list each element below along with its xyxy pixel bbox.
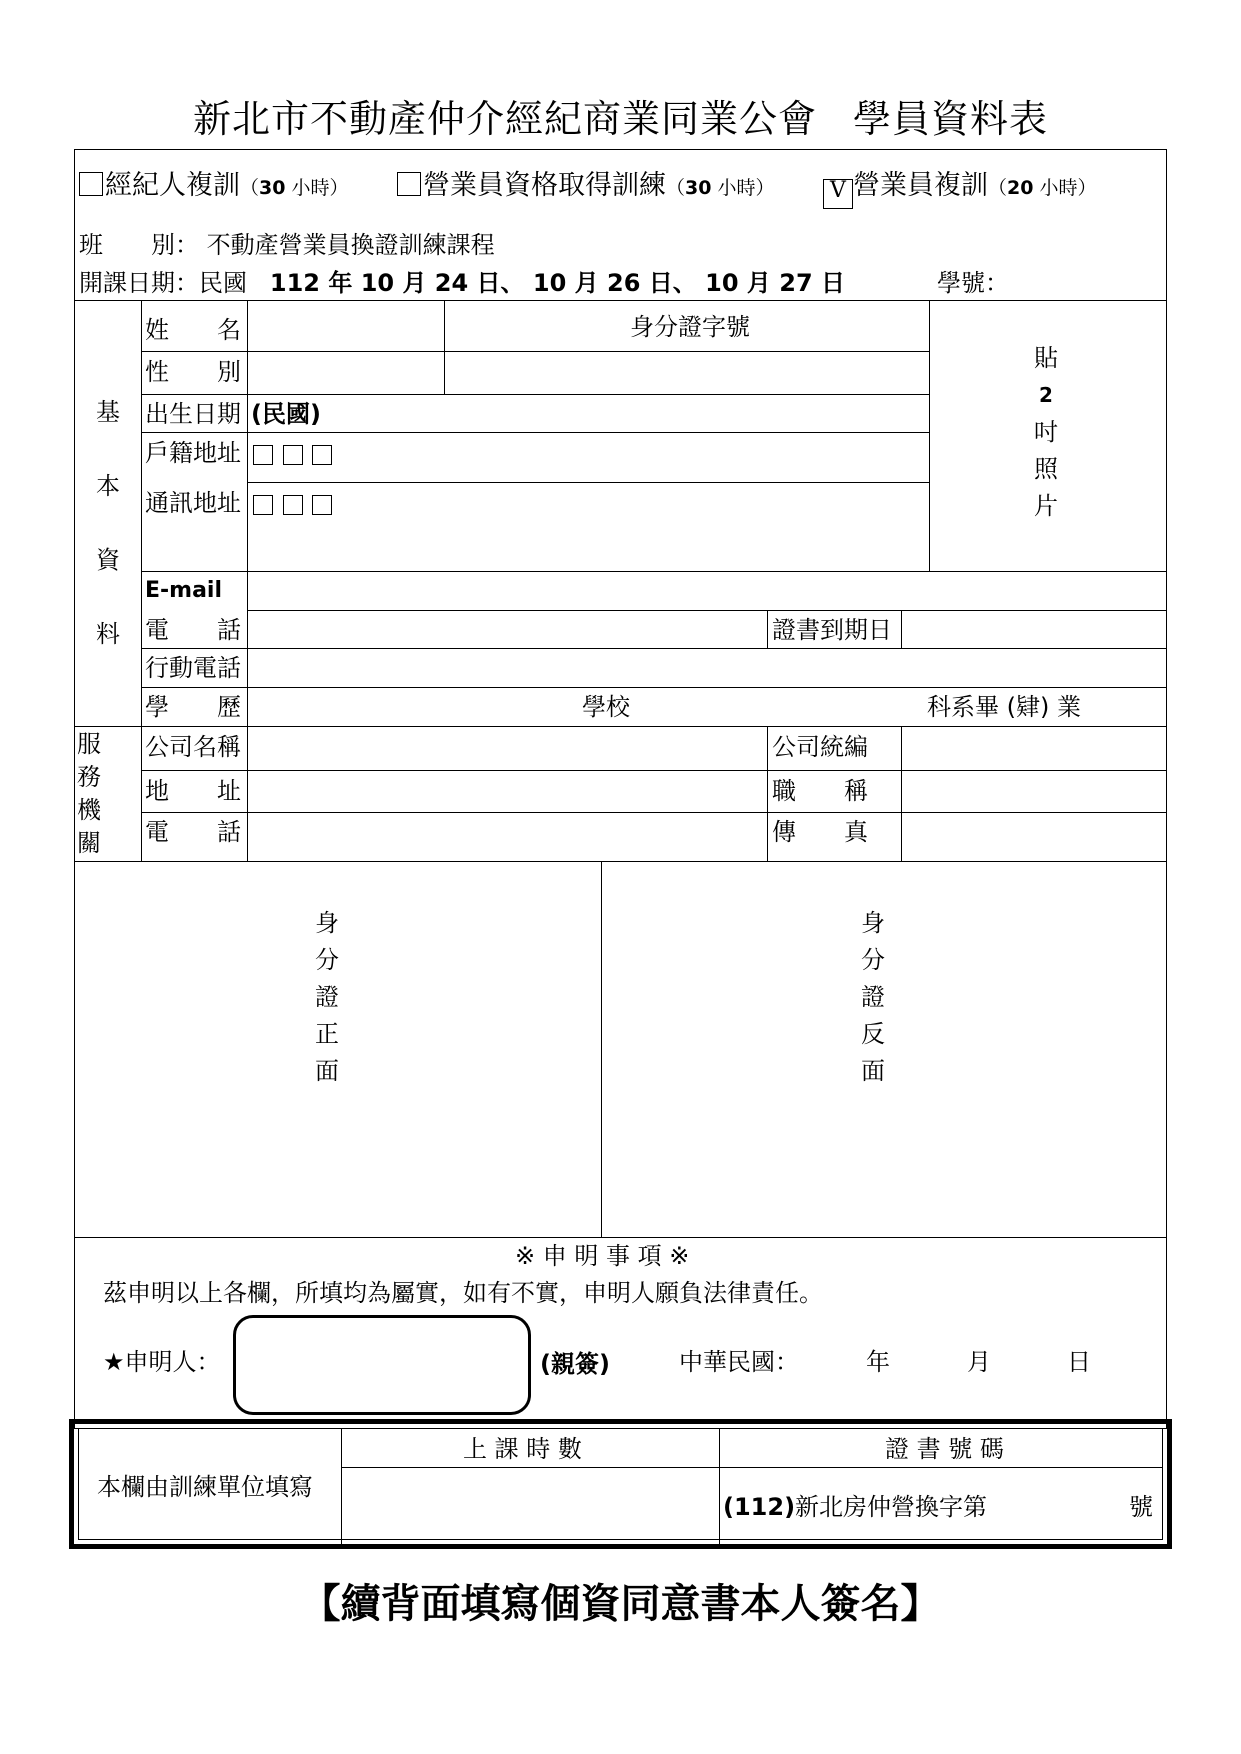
- gender-label: 性 別: [145, 358, 241, 386]
- declaration-heading: ※ 申 明 事 項 ※: [515, 1242, 690, 1270]
- id-number-label: 身分證字號: [630, 313, 750, 341]
- name-field[interactable]: [249, 302, 442, 349]
- hours-field[interactable]: [343, 1469, 717, 1544]
- fax-label: 傳 真: [772, 818, 868, 846]
- service-section-label: 服 務 機 關: [77, 730, 101, 857]
- signature-box[interactable]: [233, 1315, 531, 1415]
- job-title-label: 職 稱: [772, 777, 868, 805]
- form-table: [74, 149, 1167, 1429]
- school-label: 學校: [582, 693, 630, 721]
- mail-address-label: 通訊地址: [145, 489, 241, 517]
- date-row: 開課日期：民國 112 年 10 月 24 日、 10 月 26 日、 10 月 27 日: [79, 269, 845, 297]
- reg-address-label: 戶籍地址: [145, 439, 241, 467]
- sign-hint: (親簽): [540, 1350, 610, 1378]
- cert-header: 證 書 號 碼: [885, 1435, 1004, 1463]
- email-label: E-mail: [145, 578, 223, 603]
- cert-number-field[interactable]: (112)新北房仲營換字第: [723, 1493, 988, 1521]
- hours-header: 上 課 時 數: [463, 1435, 582, 1463]
- class-row: 班 別： 不動產營業員換證訓練課程: [79, 231, 495, 259]
- birth-label: 出生日期: [145, 400, 241, 428]
- dept-label: 科系畢 (肄) 業: [927, 693, 1081, 721]
- back-side-notice: 【續背面填寫個資同意書本人簽名】: [300, 1581, 941, 1627]
- date-label: 中華民國：: [679, 1348, 799, 1376]
- birth-hint: (民國): [251, 400, 321, 428]
- year-label: 年: [866, 1348, 890, 1376]
- phone-label: 電 話: [145, 616, 241, 644]
- mail-postcode-boxes[interactable]: [253, 493, 334, 517]
- company-label: 公司名稱: [145, 733, 241, 761]
- course-option-2[interactable]: 營業員資格取得訓練（30 小時）: [397, 172, 775, 199]
- office-use-box: [69, 1419, 1172, 1549]
- education-label: 學 歷: [145, 693, 241, 721]
- company-phone-label: 電 話: [145, 818, 241, 846]
- checkbox[interactable]: [397, 172, 421, 196]
- checkbox[interactable]: [79, 172, 103, 196]
- cert-expiry-label: 證書到期日: [772, 616, 892, 644]
- tax-id-label: 公司統編: [772, 733, 868, 761]
- month-label: 月: [967, 1348, 991, 1376]
- reg-postcode-boxes[interactable]: [253, 443, 334, 467]
- company-address-label: 地 址: [145, 777, 241, 805]
- mobile-label: 行動電話: [145, 654, 241, 682]
- id-front-area[interactable]: 身 分 證 正 面: [315, 909, 339, 1085]
- checked-checkbox[interactable]: V: [823, 179, 853, 209]
- page-title: 新北市不動產仲介經紀商業同業公會 學員資料表: [192, 97, 1049, 141]
- day-label: 日: [1067, 1348, 1091, 1376]
- student-no-label: 學號：: [937, 269, 1009, 297]
- name-label: 姓 名: [145, 316, 241, 344]
- course-option-1[interactable]: 經紀人複訓（30 小時）: [79, 172, 349, 199]
- office-use-label: 本欄由訓練單位填寫: [97, 1473, 313, 1501]
- cert-suffix: 號: [1129, 1493, 1153, 1521]
- photo-placeholder: 貼 2 吋 照 片: [1034, 344, 1058, 520]
- course-option-3[interactable]: V 營業員複訓（20 小時）: [823, 172, 1097, 209]
- declaration-text: 茲申明以上各欄，所填均為屬實，如有不實，申明人願負法律責任。: [103, 1279, 823, 1307]
- signer-label: ★申明人：: [103, 1348, 221, 1376]
- id-back-area[interactable]: 身 分 證 反 面: [861, 909, 885, 1085]
- basic-section-label: 基 本 資 料: [96, 398, 120, 648]
